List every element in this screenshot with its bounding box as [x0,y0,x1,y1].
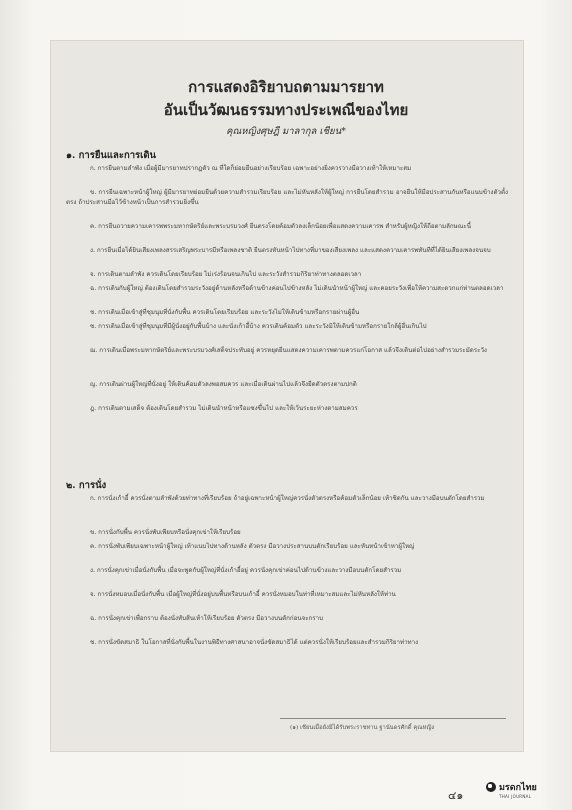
logo-text: มรดกไทย [499,783,537,793]
paragraph: ซ. การเดินเมื่อเข้าสู่ที่ชุมนุมที่มีผู้นั่งอยู่กับพื้นบ้าง และนั่งเก้าอี้บ้าง ควรเดินค้อมตัว และระวังมิให้เดินข้ามหรือกรายใกล้ผู้อื่นเกินไป [90,323,427,330]
logo-subtitle: THAI JOURNAL [499,794,532,799]
paragraph: ช. การเดินเมื่อเข้าสู่ที่ชุมนุมที่นั่งกับพื้น ควรเดินโดยเรียบร้อย และระวังไม่ให้เดินข้ามหรือกรายผ่านผู้อื่น [90,309,360,316]
footnote: (๑) เชียนเมื่อยังมิได้รับพระราชทาน ฐานันดรศักดิ์ คุณหญิง [290,725,435,731]
paragraph: จ. การนั่งหมอบเมื่อนั่งกับพื้น เมื่อผู้ใหญ่ที่นั่งอยู่บนพื้นหรือบนเก้าอี้ ควรนั่งหมอบในท่าที่เหมาะสมและไม่หันหลังให้ท่าน [90,591,396,598]
paragraph: ฎ. การเดินตามเสด็จ ต้องเดินโดยสำรวม ไม่เดินนำหน้าหรือแซงขึ้นไป และให้เว้นระยะห่างตามสมควร [90,405,358,412]
footnote-divider [280,718,506,719]
article-author: คุณหญิงศุษฎี มาลากุล เชียน* [226,126,346,137]
paragraph: ช. การนั่งขัดสมาธิ ในโอกาสที่นั่งกับพื้นในงานพิธีทางศาสนาอาจนั่งขัดสมาธิได้ แต่ควรนั่งให้เรียบร้อยและสำรวมกิริยาท่าทาง [90,639,419,646]
paragraph: จ. การเดินตามลำพัง ควรเดินโดยเรียบร้อย ไม่เร่งร้อนจนเกินไป และระวังสำรวมกิริยาท่าทางตลอดเวลา [90,271,362,278]
section-2-heading: ๒. การนั่ง [66,480,107,491]
section-1-body [66,164,508,428]
paragraph: ญ. การเดินผ่านผู้ใหญ่ที่นั่งอยู่ ให้เดินค้อมตัวลงพอสมควร และเมื่อเดินผ่านไปแล้วจึงยืดตัวตรงตามปกติ [90,381,357,388]
paragraph: ก. การนั่งเก้าอี้ ควรนั่งตามลำพังด้วยท่าทางที่เรียบร้อย ถ้าอยู่เฉพาะหน้าผู้ใหญ่ควรนั่งตัวตรงหรือค้อมตัวเล็กน้อย เท้าชิดกัน และวางมือบนตักโดยสำรวม [90,495,485,502]
paragraph: ข. การนั่งกับพื้น ควรนั่งพับเพียบหรือนั่งคุกเข่าให้เรียบร้อย [90,529,241,536]
paragraph: ง. การยืนเมื่อได้ยินเสียงเพลงสรรเสริญพระบารมีหรือเพลงชาติ ยืนตรงหันหน้าไปทางที่มาของเสียงเพลง และแสดงความเคารพทันทีที่ได้ยินเสียงเพลงจนจบ [90,247,491,254]
paragraph: ฌ. การเดินเมื่อพระมหากษัตริย์และพระบรมวงศ์เสด็จประทับอยู่ ควรหยุดยืนแสดงความเคารพตามควรแก่โอกาส แล้วจึงเดินต่อไปอย่างสำรวมระมัดระวัง [90,347,487,354]
paragraph: ฉ. การเดินกับผู้ใหญ่ ต้องเดินโดยสำรวมระวังอยู่ด้านหลังหรือด้านข้างค่อนไปข้างหลัง ไม่เดินนำหน้าผู้ใหญ่ และคอยระวังเพื่อให้ความสะดวกแก่ท่านตลอดเวลา [90,285,504,292]
journal-logo [486,780,552,802]
article-title-line2: อันเป็นวัฒนธรรมทางประเพณีของไทย [163,101,409,119]
emblem-icon [486,782,496,792]
section-1 [66,148,508,163]
paragraph: ก. การยืนตามลำพัง เมื่อผู้มีมารยาทปรากฏตัว ณ ที่ใดก็ย่อมยืนอย่างเรียบร้อย เฉพาะอย่างยิ่งควรวางมือวางเท้าให้เหมาะสม [90,165,412,172]
paragraph: ฉ. การนั่งคุกเข่าเพื่อกราบ ต้องนั่งทับส้นเท้าให้เรียบร้อย ตัวตรง มือวางบนตักก่อนจะกราบ [90,615,324,622]
section-1-heading: ๑. การยืนและการเดิน [66,150,157,161]
paragraph: ง. การนั่งคุกเข่าเมื่อนั่งกับพื้น เมื่อจะพูดกับผู้ใหญ่ที่นั่งเก้าอี้อยู่ ควรนั่งคุกเข่าค่อนไปด้านข้างและวางมือบนตักโดยสำรวม [90,567,402,574]
paragraph: ค. การนั่งพับเพียบเฉพาะหน้าผู้ใหญ่ เท้าแนบไปทางด้านหลัง ตัวตรง มือวางประสานบนตักเรียบร้อย และหันหน้าเข้าหาผู้ใหญ่ [90,543,415,550]
section-2-body [66,494,508,662]
paragraph: ค. การยืนถวายความเคารพพระมหากษัตริย์และพระบรมวงศ์ ยืนตรงโดยค้อมตัวลงเล็กน้อยเพื่อแสดงความเคารพ สำหรับผู้หญิงให้ถือตามลักษณะนี้ [90,223,472,230]
paragraph: ข. การยืนเฉพาะหน้าผู้ใหญ่ ผู้มีมารยาทย่อมยืนด้วยความสำรวมเรียบร้อย และไม่หันหลังให้ผู้ใหญ่ การยืนโดยสำรวม อาจยืนให้มือประสานกันหรือแนบข้างตัวตั้งตรง ถ้าประสานมือไว้ข้างหน้าเป็นการสำรวมยิ่งขึ้น [66,189,508,206]
page-number: ๔๑ [448,789,464,802]
section-2 [66,478,508,493]
article-title-line1: การแสดงอิริยาบถตามมารยาท [188,78,384,96]
